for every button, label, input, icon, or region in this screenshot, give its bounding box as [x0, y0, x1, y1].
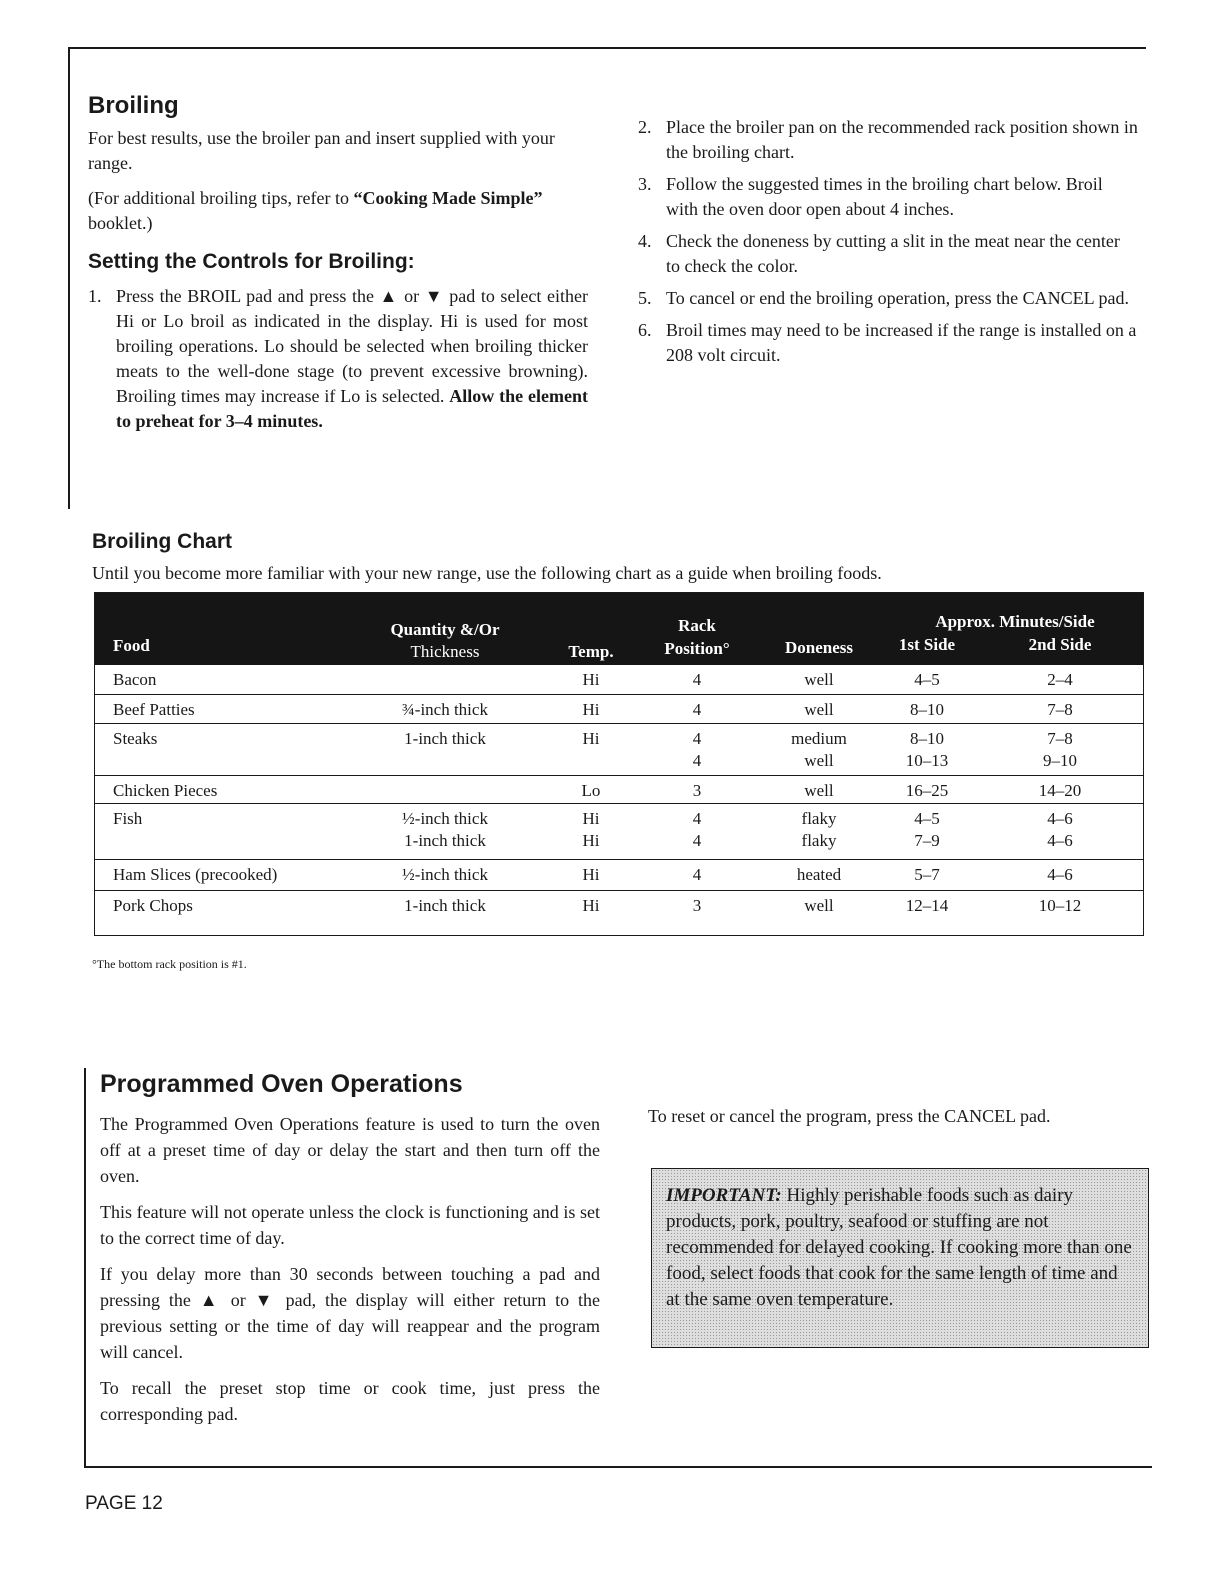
cell-temp: Hi	[582, 831, 600, 850]
header-thickness: Thickness	[410, 642, 480, 661]
cell-s2: 10–12	[1038, 896, 1082, 915]
table-row	[95, 890, 1143, 935]
cell-s2: 7–8	[1047, 700, 1073, 719]
step-number: 1.	[88, 286, 102, 306]
reset-text: To reset or cancel the program, press the CANCEL pad.	[648, 1106, 1051, 1126]
header-food: Food	[113, 636, 150, 655]
cell-s2: 2–4	[1047, 670, 1073, 689]
programmed-paragraph: To recall the preset stop time or cook time, just press the corresponding pad.	[100, 1378, 600, 1424]
step-text: Broil times may need to be increased if the range is installed on a 208 volt circuit.	[666, 320, 1137, 365]
cell-s1: 10–13	[905, 751, 949, 770]
cell-temp: Lo	[581, 781, 601, 800]
cell-done: well	[804, 700, 834, 719]
steps-column-2	[638, 115, 1138, 375]
step-text: Press the BROIL pad and press the ▲ or ▼ pad to select either Hi or Lo broil as indicated in the display. Hi is used for most broiling operations. Lo should be selected when broiling thicker meats to the well-done stage (to prevent excessive browning). Broiling times may increase if Lo is selected.	[116, 286, 588, 406]
cell-temp: Hi	[582, 670, 600, 689]
cell-s2: 4–6	[1047, 809, 1073, 828]
cell-rack: 4	[692, 751, 702, 770]
cell-food: Pork Chops	[113, 896, 193, 915]
table-header	[95, 593, 1143, 665]
page-number: PAGE 12	[85, 1493, 163, 1514]
header-doneness: Doneness	[784, 638, 853, 657]
tips-post: booklet.)	[88, 213, 153, 233]
broiling-title: Broiling	[88, 92, 179, 119]
cell-s2: 4–6	[1047, 831, 1073, 850]
cell-s1: 4–5	[914, 809, 940, 828]
header-quantity: Quantity &/Or	[390, 620, 500, 639]
cell-rack: 4	[692, 700, 702, 719]
cell-done: flaky	[801, 809, 837, 828]
header-side1: 1st Side	[898, 635, 956, 654]
cell-s2: 7–8	[1047, 729, 1073, 748]
bottom-rule	[84, 1466, 1152, 1468]
table-row	[95, 665, 1143, 694]
programmed-paragraph: The Programmed Oven Operations feature is used to turn the oven off at a preset time of day or delay the start and then turn off the oven.	[100, 1114, 600, 1186]
cell-done: flaky	[801, 831, 837, 850]
cell-qty: ½-inch thick	[402, 865, 488, 884]
step-item	[88, 284, 588, 434]
cell-rack: 3	[692, 896, 702, 915]
table-row	[95, 775, 1143, 804]
cell-temp: Hi	[582, 729, 600, 748]
header-side2: 2nd Side	[1028, 635, 1092, 654]
important-text	[666, 1183, 1134, 1313]
cell-food: Beef Patties	[113, 700, 195, 719]
step-text: Place the broiler pan on the recommended rack position shown in the broiling chart.	[666, 117, 1138, 162]
steps-list-1	[88, 284, 588, 434]
step-text: To cancel or end the broiling operation, press the CANCEL pad.	[666, 288, 1129, 308]
programmed-paragraph: This feature will not operate unless the clock is functioning and is set to the correct time of day.	[100, 1202, 600, 1248]
cell-rack: 3	[692, 781, 702, 800]
step-item	[638, 229, 1138, 279]
cell-s1: 16–25	[905, 781, 949, 800]
cell-qty: 1-inch thick	[404, 896, 486, 915]
table-row	[95, 859, 1143, 891]
step-number: 4.	[638, 231, 652, 251]
controls-subtitle: Setting the Controls for Broiling:	[88, 250, 415, 273]
cell-rack: 4	[692, 809, 702, 828]
important-body: Highly perishable foods such as dairy products, pork, poultry, seafood or stuffing are not recommended for delayed cooking. If cooking more than one food, select foods that cook for the same length of time and at the same oven temperature.	[666, 1185, 1132, 1310]
broiling-intro: For best results, use the broiler pan and insert supplied with your range.	[88, 128, 555, 173]
step-number: 6.	[638, 320, 652, 340]
table-row	[95, 803, 1143, 860]
cell-s2: 4–6	[1047, 865, 1073, 884]
cell-food: Fish	[113, 809, 143, 828]
cell-rack: 4	[692, 831, 702, 850]
cell-done: medium	[791, 729, 847, 748]
top-rule	[68, 47, 1146, 49]
step-item	[638, 115, 1138, 165]
programmed-title: Programmed Oven Operations	[100, 1070, 463, 1098]
programmed-paragraph: If you delay more than 30 seconds between touching a pad and pressing the ▲ or ▼ pad, the display will either return to the previous setting or the time of day will reappear and the program will cancel.	[100, 1264, 600, 1362]
cell-s2: 9–10	[1043, 751, 1077, 770]
table-row	[95, 694, 1143, 724]
cell-food: Chicken Pieces	[113, 781, 218, 800]
step-text: Check the doneness by cutting a slit in the meat near the center to check the color.	[666, 231, 1120, 276]
cell-s1: 8–10	[910, 729, 944, 748]
cell-done: heated	[796, 865, 842, 884]
step-number: 2.	[638, 117, 652, 137]
header-temp: Temp.	[568, 642, 614, 661]
step-bold: Allow the element to preheat for 3–4 minutes.	[116, 386, 588, 431]
broiling-table	[94, 592, 1144, 936]
cell-temp: Hi	[582, 896, 600, 915]
step-text: Follow the suggested times in the broiling chart below. Broil with the oven door open about 4 inches.	[666, 174, 1103, 219]
cell-s1: 12–14	[905, 896, 949, 915]
broiling-tips	[88, 186, 588, 236]
cell-s1: 4–5	[914, 670, 940, 689]
chart-intro: Until you become more familiar with your new range, use the following chart as a guide when broiling foods.	[92, 563, 882, 583]
header-approx: Approx. Minutes/Side	[935, 612, 1095, 631]
chart-title: Broiling Chart	[92, 530, 232, 553]
cell-food: Bacon	[113, 670, 157, 689]
tips-bold: “Cooking Made Simple”	[353, 188, 543, 208]
cell-qty: 1-inch thick	[404, 831, 486, 850]
cell-temp: Hi	[582, 865, 600, 884]
step-number: 5.	[638, 288, 652, 308]
cell-qty: ½-inch thick	[402, 809, 488, 828]
cell-s1: 8–10	[910, 700, 944, 719]
tips-pre: (For additional broiling tips, refer to	[88, 188, 354, 208]
cell-s1: 7–9	[914, 831, 940, 850]
header-rack-position: Position°	[664, 639, 730, 658]
cell-temp: Hi	[582, 700, 600, 719]
chart-footnote: °The bottom rack position is #1.	[92, 957, 247, 971]
left-rule-top	[68, 47, 70, 509]
cell-rack: 4	[692, 670, 702, 689]
cell-rack: 4	[692, 729, 702, 748]
step-item	[638, 172, 1138, 222]
left-rule-bottom	[84, 1068, 86, 1468]
step-number: 3.	[638, 174, 652, 194]
step-item	[638, 286, 1138, 311]
cell-s1: 5–7	[914, 865, 940, 884]
cell-done: well	[804, 670, 834, 689]
table-row	[95, 723, 1143, 776]
programmed-column-2	[648, 1103, 1148, 1129]
cell-done: well	[804, 781, 834, 800]
cell-done: well	[804, 751, 834, 770]
cell-s2: 14–20	[1038, 781, 1082, 800]
important-box	[651, 1168, 1149, 1348]
programmed-section	[100, 1070, 600, 1437]
header-rack: Rack	[678, 616, 716, 635]
step-item	[638, 318, 1138, 368]
important-lead: IMPORTANT:	[666, 1185, 782, 1206]
cell-food: Ham Slices (precooked)	[113, 865, 278, 884]
steps-list-2	[638, 115, 1138, 368]
cell-rack: 4	[692, 865, 702, 884]
cell-food: Steaks	[113, 729, 158, 748]
cell-temp: Hi	[582, 809, 600, 828]
broiling-section	[88, 92, 588, 442]
cell-qty: 1-inch thick	[404, 729, 486, 748]
cell-done: well	[804, 896, 834, 915]
cell-qty: ¾-inch thick	[402, 700, 488, 719]
